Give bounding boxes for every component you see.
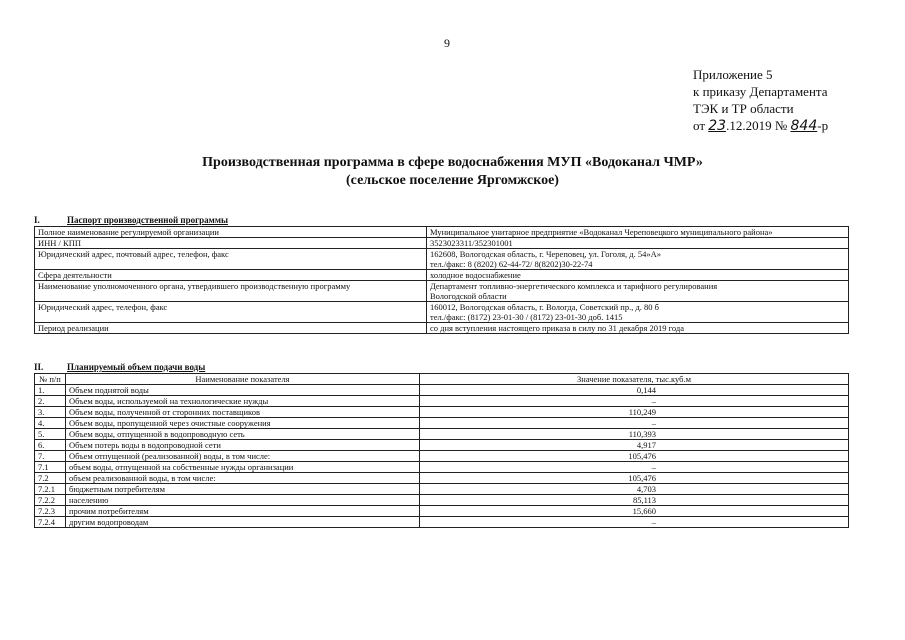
- passport-value-line: 160012, Вологодская область, г. Вологда, Советский пр., д. 80 б: [430, 302, 660, 312]
- table-row: [35, 451, 849, 462]
- passport-value-line: тел./факс: (8172) 23-01-30 / (8172) 23-01-30 доб. 1415: [430, 312, 623, 322]
- table-row: [35, 429, 849, 440]
- table-row: [35, 281, 849, 302]
- passport-label: Сфера деятельности: [35, 270, 427, 281]
- passport-value-line: со дня вступления настоящего приказа в силу по 31 декабря 2019 года: [430, 323, 684, 333]
- section-2-title: Планируемый объем подачи воды: [67, 362, 206, 372]
- indicator-name: прочим потребителям: [66, 506, 420, 517]
- row-number: 3.: [35, 407, 66, 418]
- page-number: 9: [444, 36, 450, 50]
- title-line-1: Производственная программа в сфере водоснабжения МУП «Водоканал ЧМР»: [202, 155, 703, 170]
- row-number: 6.: [35, 440, 66, 451]
- passport-value: [427, 302, 849, 323]
- indicator-name: Объем воды, отпущенной в водопроводную сеть: [66, 429, 420, 440]
- indicator-value: 15,660: [420, 506, 849, 517]
- title-line-2: (сельское поселение Яргомжское): [346, 173, 559, 188]
- passport-value: [427, 249, 849, 270]
- indicator-name: Объем потерь воды в водопроводной сети: [66, 440, 420, 451]
- indicator-name: населению: [66, 495, 420, 506]
- order-suffix: -р: [817, 118, 829, 133]
- passport-value: [427, 323, 849, 334]
- passport-label: Полное наименование регулируемой организации: [35, 227, 427, 238]
- indicator-value: 4,917: [420, 440, 849, 451]
- table-row: [35, 484, 849, 495]
- passport-label: Юридический адрес, почтовый адрес, телефон, факс: [35, 249, 427, 270]
- indicator-value: 110,393: [420, 429, 849, 440]
- passport-label: Период реализации: [35, 323, 427, 334]
- section-1-number: I.: [34, 215, 40, 225]
- row-number: 7.: [35, 451, 66, 462]
- indicator-name: другим водопроводам: [66, 517, 420, 528]
- date-rest: .12.2019 №: [726, 118, 788, 133]
- table-row: [35, 385, 849, 396]
- passport-value-line: Департамент топливно-энергетического комплекса и тарифного регулирования: [430, 281, 718, 291]
- table-row: [35, 517, 849, 528]
- table-row: [35, 323, 849, 334]
- table-row: [35, 495, 849, 506]
- passport-table: [34, 226, 849, 334]
- passport-value: [427, 227, 849, 238]
- table-row: [35, 249, 849, 270]
- table-row: [35, 270, 849, 281]
- indicator-value: 110,249: [420, 407, 849, 418]
- passport-label: ИНН / КПП: [35, 238, 427, 249]
- passport-value: [427, 238, 849, 249]
- header-value: Значение показателя, тыс.куб.м: [420, 374, 849, 385]
- indicator-name: бюджетным потребителям: [66, 484, 420, 495]
- passport-label: Юридический адрес, телефон, факс: [35, 302, 427, 323]
- table-row: [35, 302, 849, 323]
- indicator-name: Объем воды, полученной от сторонних поставщиков: [66, 407, 420, 418]
- table-row: [35, 418, 849, 429]
- passport-value: [427, 270, 849, 281]
- appendix-line-1: Приложение 5: [693, 67, 773, 82]
- section-2-heading: [34, 362, 205, 372]
- header-num: № п/п: [35, 374, 66, 385]
- indicator-value: –: [420, 418, 849, 429]
- passport-value-line: Муниципальное унитарное предприятие «Водоканал Череповецкого муниципального района»: [430, 227, 773, 237]
- table-row: [35, 473, 849, 484]
- passport-label: Наименование уполномоченного органа, утвердившего производственную программу: [35, 281, 427, 302]
- indicator-name: Объем отпущенной (реализованной) воды, в том числе:: [66, 451, 420, 462]
- row-number: 7.2.4: [35, 517, 66, 528]
- indicator-value: –: [420, 517, 849, 528]
- passport-value: [427, 281, 849, 302]
- row-number: 7.2.2: [35, 495, 66, 506]
- indicator-name: Объем воды, используемой на технологические нужды: [66, 396, 420, 407]
- indicator-value: 4,703: [420, 484, 849, 495]
- indicator-name: Объем поднятой воды: [66, 385, 420, 396]
- row-number: 7.2: [35, 473, 66, 484]
- table-row: [35, 238, 849, 249]
- header-name: Наименование показателя: [66, 374, 420, 385]
- passport-value-line: 3523023311/352301001: [430, 238, 513, 248]
- order-number-handwritten: 844: [790, 118, 818, 134]
- table-header-row: [35, 374, 849, 385]
- row-number: 1.: [35, 385, 66, 396]
- table-row: [35, 227, 849, 238]
- passport-value-line: 162608, Вологодская область, г. Череповец, ул. Гоголя, д. 54»А»: [430, 249, 661, 259]
- indicator-value: 105,476: [420, 451, 849, 462]
- section-1-title: Паспорт производственной программы: [67, 215, 228, 225]
- appendix-block: [693, 66, 828, 135]
- indicator-value: 0,144: [420, 385, 849, 396]
- table-row: [35, 396, 849, 407]
- indicator-value: 85,113: [420, 495, 849, 506]
- row-number: 7.2.3: [35, 506, 66, 517]
- table-row: [35, 462, 849, 473]
- section-2-number: II.: [34, 362, 44, 372]
- table-row: [35, 407, 849, 418]
- document-title: [0, 154, 905, 190]
- indicator-name: Объем воды, пропущенной через очистные сооружения: [66, 418, 420, 429]
- date-prefix: от: [693, 118, 706, 133]
- indicator-name: объем воды, отпущенной на собственные нужды организации: [66, 462, 420, 473]
- table-row: [35, 506, 849, 517]
- indicator-value: 105,476: [420, 473, 849, 484]
- indicator-name: объем реализованной воды, в том числе:: [66, 473, 420, 484]
- appendix-line-3: ТЭК и ТР области: [693, 101, 794, 116]
- row-number: 5.: [35, 429, 66, 440]
- table-row: [35, 440, 849, 451]
- water-supply-table: [34, 373, 849, 528]
- passport-value-line: тел./факс: 8 (8202) 62-44-72/ 8(8202)30-22-74: [430, 259, 593, 269]
- indicator-value: –: [420, 462, 849, 473]
- appendix-line-2: к приказу Департамента: [693, 84, 828, 99]
- appendix-date-line: [693, 117, 828, 135]
- indicator-value: –: [420, 396, 849, 407]
- passport-value-line: Вологодской области: [430, 291, 507, 301]
- section-1-heading: [34, 215, 228, 225]
- row-number: 4.: [35, 418, 66, 429]
- row-number: 2.: [35, 396, 66, 407]
- passport-value-line: холодное водоснабжение: [430, 270, 521, 280]
- row-number: 7.1: [35, 462, 66, 473]
- row-number: 7.2.1: [35, 484, 66, 495]
- date-day-handwritten: 23: [708, 118, 727, 134]
